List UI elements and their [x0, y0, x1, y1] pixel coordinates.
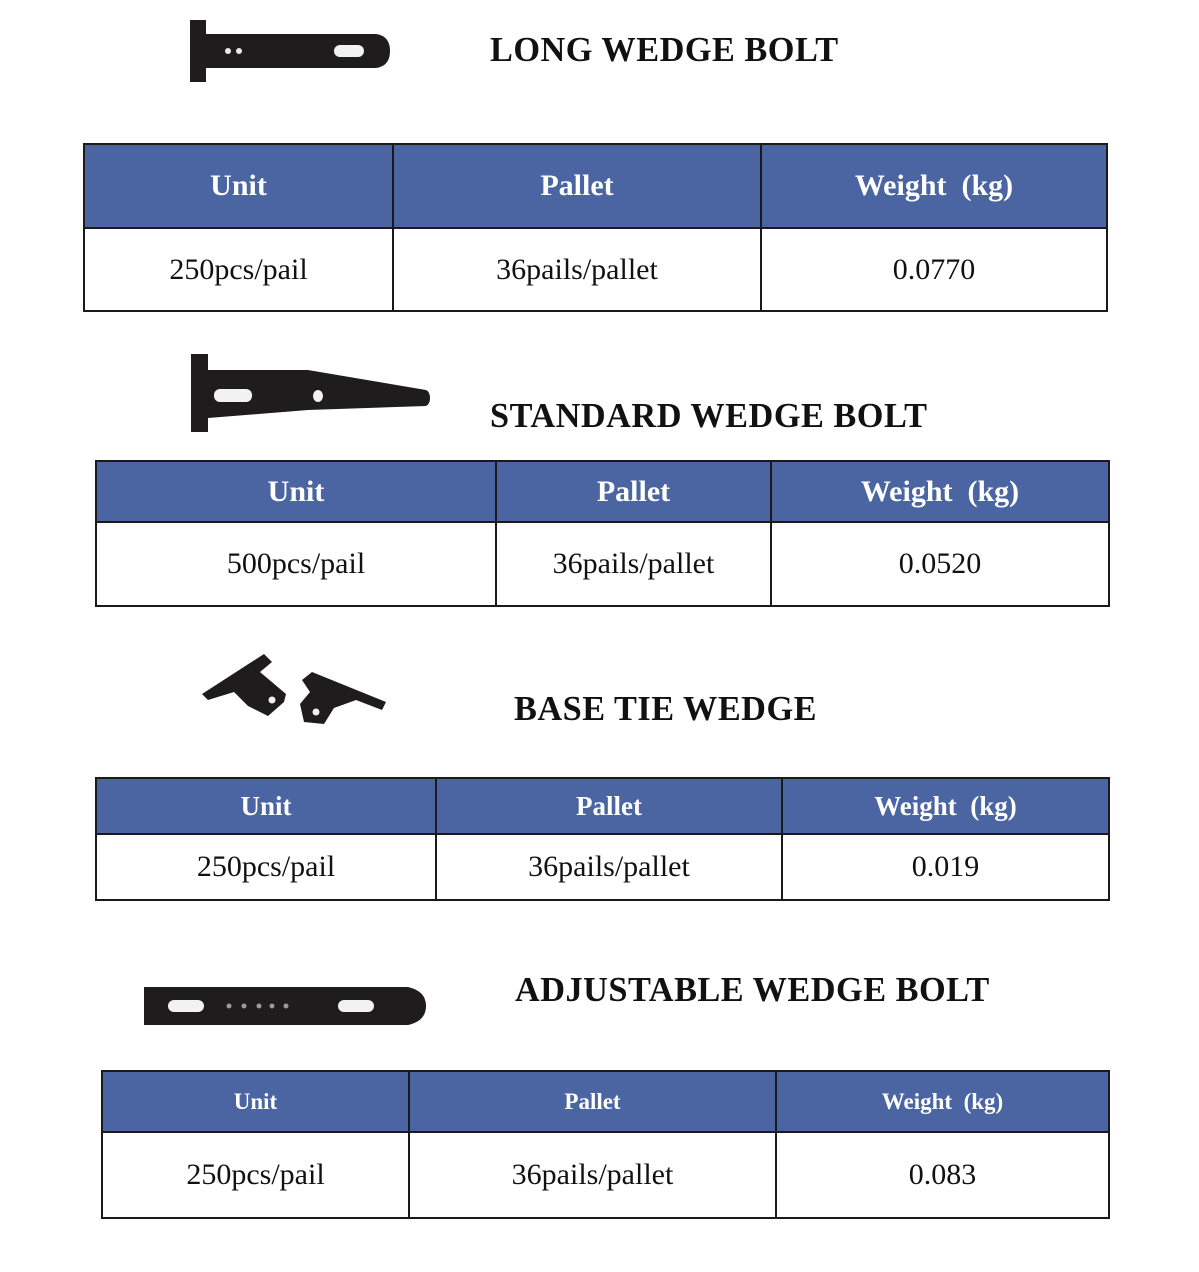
- cell-weight: 0.019: [782, 834, 1109, 900]
- column-header-unit: Unit: [102, 1071, 409, 1132]
- spec-table-long-wedge-bolt: [83, 143, 1108, 312]
- spec-table-standard-wedge-bolt: [95, 460, 1110, 607]
- adjustable-wedge-bolt-image: [142, 985, 430, 1027]
- column-header-weight: Weight (kg): [761, 144, 1107, 228]
- column-header-pallet: Pallet: [436, 778, 782, 834]
- product-title-standard-wedge-bolt: STANDARD WEDGE BOLT: [490, 396, 928, 435]
- column-header-unit: Unit: [84, 144, 393, 228]
- cell-unit: 250pcs/pail: [84, 228, 393, 311]
- column-header-weight: Weight (kg): [776, 1071, 1109, 1132]
- spec-table-base-tie-wedge: [95, 777, 1110, 901]
- cell-weight: 0.0520: [771, 522, 1109, 606]
- cell-unit: 250pcs/pail: [102, 1132, 409, 1218]
- long-wedge-bolt-image: [186, 18, 396, 86]
- column-header-unit: Unit: [96, 778, 436, 834]
- spec-table-adjustable-wedge-bolt: [101, 1070, 1110, 1219]
- cell-unit: 500pcs/pail: [96, 522, 496, 606]
- column-header-pallet: Pallet: [496, 461, 771, 522]
- product-title-adjustable-wedge-bolt: ADJUSTABLE WEDGE BOLT: [515, 970, 990, 1009]
- cell-pallet: 36pails/pallet: [393, 228, 761, 311]
- cell-weight: 0.0770: [761, 228, 1107, 311]
- cell-weight: 0.083: [776, 1132, 1109, 1218]
- column-header-unit: Unit: [96, 461, 496, 522]
- base-tie-wedge-image: [198, 650, 394, 730]
- column-header-pallet: Pallet: [409, 1071, 776, 1132]
- cell-pallet: 36pails/pallet: [409, 1132, 776, 1218]
- cell-unit: 250pcs/pail: [96, 834, 436, 900]
- standard-wedge-bolt-image: [188, 352, 434, 434]
- column-header-pallet: Pallet: [393, 144, 761, 228]
- column-header-weight: Weight (kg): [782, 778, 1109, 834]
- column-header-weight: Weight (kg): [771, 461, 1109, 522]
- product-title-long-wedge-bolt: LONG WEDGE BOLT: [490, 30, 839, 69]
- cell-pallet: 36pails/pallet: [436, 834, 782, 900]
- product-title-base-tie-wedge: BASE TIE WEDGE: [514, 689, 817, 728]
- cell-pallet: 36pails/pallet: [496, 522, 771, 606]
